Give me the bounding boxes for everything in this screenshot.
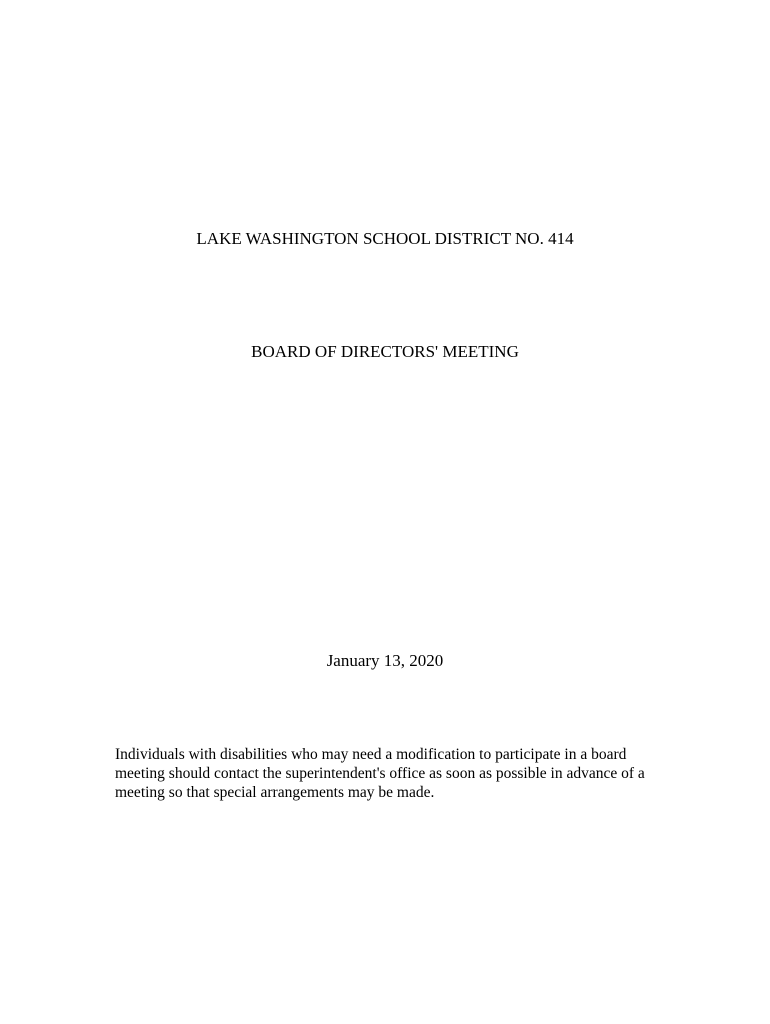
district-title: LAKE WASHINGTON SCHOOL DISTRICT NO. 414 bbox=[196, 229, 574, 248]
notice-line-1: Individuals with disabilities who may need a modification to participate in a board bbox=[115, 746, 627, 763]
notice-line-2: meeting should contact the superintendent's office as soon as possible in advance of a bbox=[115, 765, 645, 782]
accessibility-notice bbox=[115, 745, 715, 802]
notice-line-3: meeting so that special arrangements may be made. bbox=[115, 784, 435, 801]
meeting-title: BOARD OF DIRECTORS' MEETING bbox=[251, 342, 519, 361]
meeting-date: January 13, 2020 bbox=[326, 651, 444, 670]
